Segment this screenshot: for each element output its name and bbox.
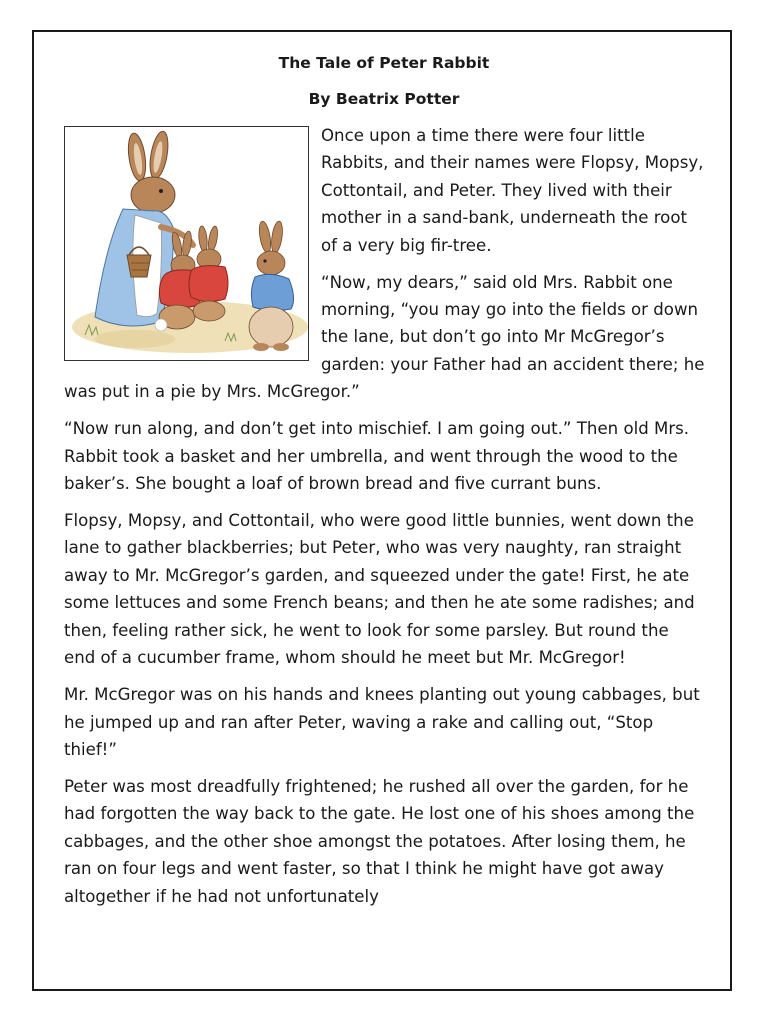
paragraph: Once upon a time there were four little Rabbits, and their names were Flopsy, Mopsy, Cottontail, and Peter. They lived with their mother in a sand-bank, underneath the root of a very big fir-tree.	[321, 126, 704, 255]
paragraph: Flopsy, Mopsy, and Cottontail, who were good little bunnies, went down the lane to gather blackberries; but Peter, who was very naughty, ran straight away to Mr. McGregor’s garden, and squeezed under the gate! First, he ate some lettuces and some French beans; and then he ate some radishes; and then, feeling rather sick, he went to look for some parsley. But round the end of a cucumber frame, whom should he meet but Mr. McGregor!	[64, 511, 695, 668]
paragraph: “Now run along, and don’t get into mischief. I am going out.” Then old Mrs. Rabbit took a basket and her umbrella, and went through the wood to the baker’s. She bought a loaf of brown bread and five currant buns.	[64, 419, 690, 494]
paragraph: Peter was most dreadfully frightened; he rushed all over the garden, for he had forgotten the way back to the gate. He lost one of his shoes among the cabbages, and the other shoe amongst the potatoes. After losing them, he ran on four legs and went faster, so that I think he might have got away altogether if he had not unfortunately	[64, 776, 695, 906]
paragraph: “Now, my dears,” said old Mrs. Rabbit one morning, “you may go into the fields or down the lane, but don’t go into Mr McGregor’s garden: your Father had an accident there; he was put in a pie by Mrs. McGregor.”	[64, 272, 705, 402]
document-title: The Tale of Peter Rabbit	[278, 54, 490, 72]
document-byline: By Beatrix Potter	[308, 90, 460, 108]
illustration-space	[64, 122, 321, 370]
paragraph: Mr. McGregor was on his hands and knees planting out young cabbages, but he jumped up and ran after Peter, waving a rake and calling out, “Stop thief!”	[64, 685, 700, 759]
story-text	[64, 122, 705, 920]
